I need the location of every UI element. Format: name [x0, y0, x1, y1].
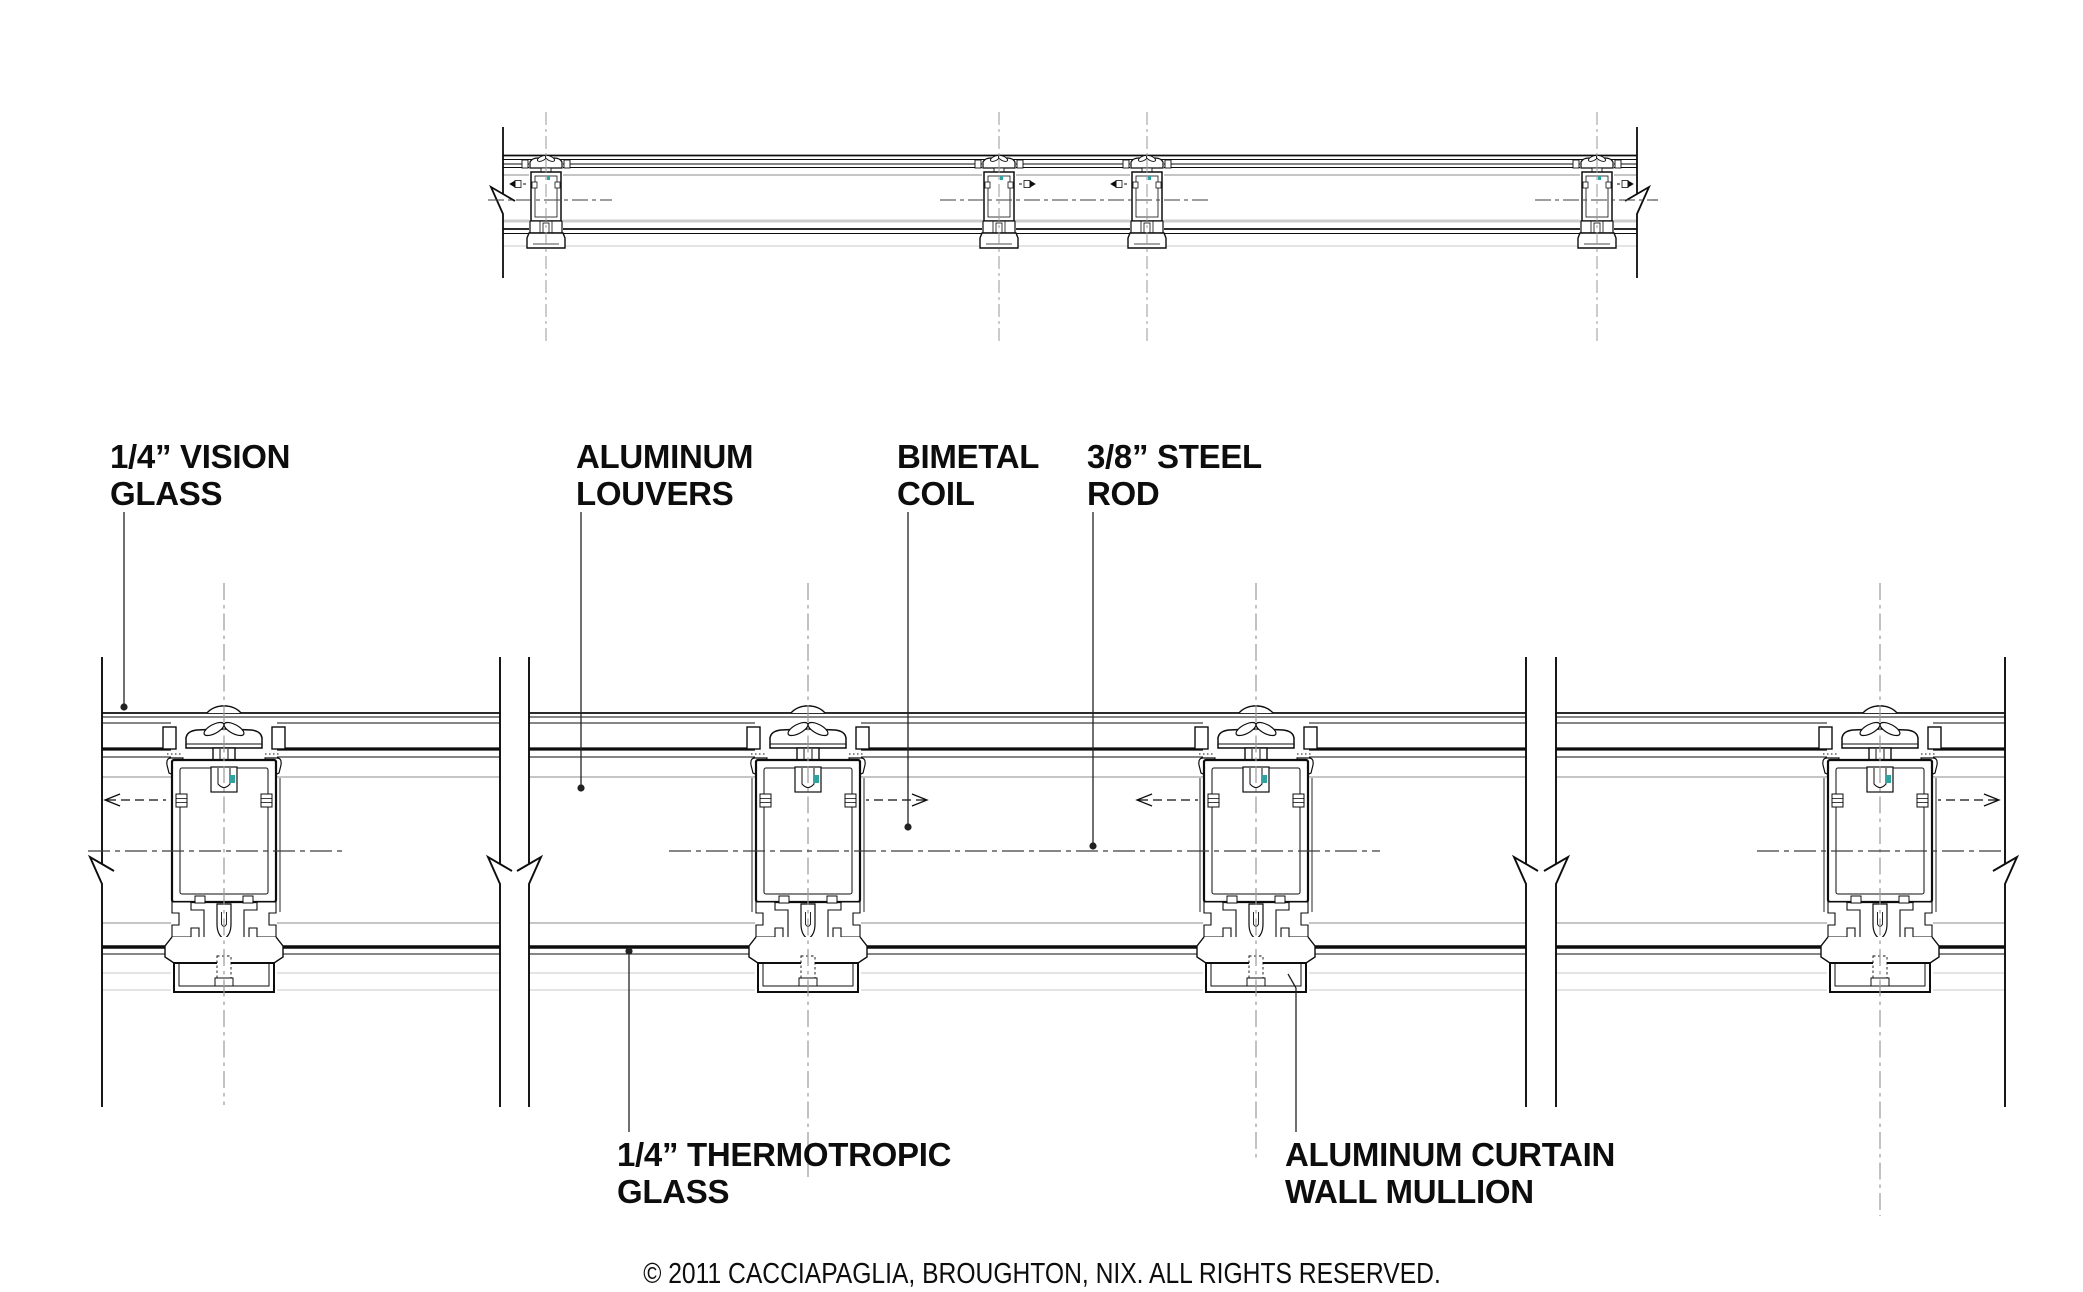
label-curtain-wall-mullion: [1285, 1136, 1615, 1210]
label-line: 1/4” THERMOTROPIC: [617, 1136, 952, 1173]
label-line: WALL MULLION: [1285, 1173, 1534, 1210]
thermotropic-leader: [625, 947, 632, 1132]
bimetal-coil-leader: [904, 512, 911, 831]
section-centerlines: [88, 583, 2003, 1216]
vision-glass-leader: [120, 512, 127, 711]
label-steel-rod: [1087, 438, 1262, 512]
label-aluminum-louvers: [576, 438, 753, 512]
label-line: ALUMINUM: [576, 438, 754, 475]
label-line: ALUMINUM CURTAIN: [1285, 1136, 1616, 1173]
label-bimetal-coil: [897, 438, 1039, 512]
label-thermotropic-glass: [617, 1136, 951, 1210]
label-line: GLASS: [110, 475, 223, 512]
plan-break-lines: [491, 127, 1649, 278]
label-line: ROD: [1087, 475, 1160, 512]
label-line: LOUVERS: [576, 475, 734, 512]
section-break-lines: [90, 657, 2017, 1107]
steel-rod-leader: [1089, 512, 1096, 850]
label-vision-glass: [110, 438, 290, 512]
label-line: 1/4” VISION: [110, 438, 291, 475]
label-line: GLASS: [617, 1173, 730, 1210]
plan-glass-lines: [503, 156, 1637, 247]
mullion-leader: [1288, 974, 1296, 1132]
leader-lines: [120, 512, 1296, 1132]
label-line: COIL: [897, 475, 975, 512]
label-line: BIMETAL: [897, 438, 1040, 475]
copyright-text: © 2011 CACCIAPAGLIA, BROUGHTON, NIX. ALL RIGHTS RESERVED.: [643, 1258, 1441, 1290]
label-line: 3/8” STEEL: [1087, 438, 1262, 475]
